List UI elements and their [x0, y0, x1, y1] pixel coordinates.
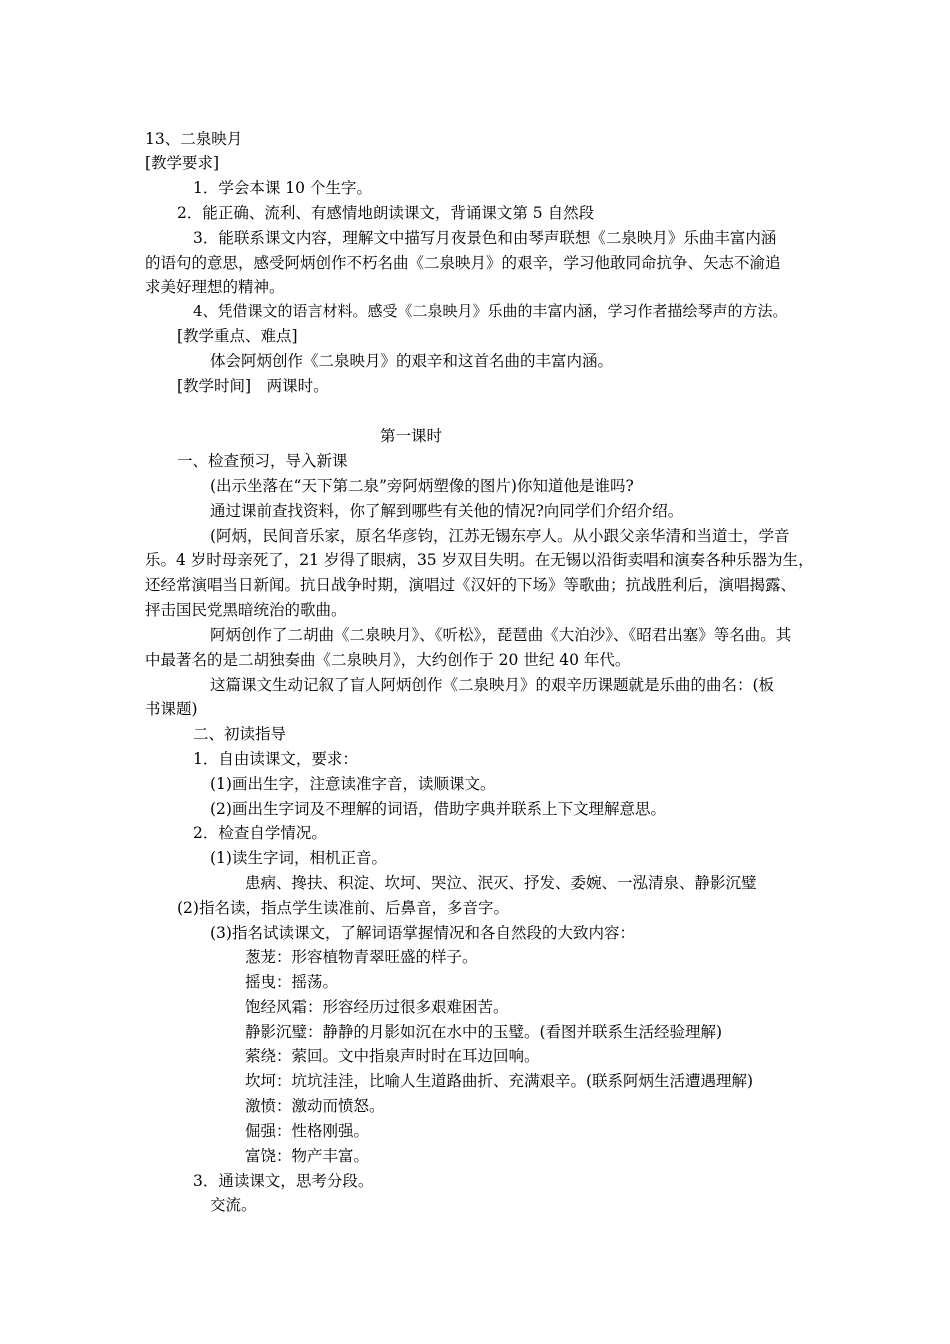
definition: 葱茏：形容植物青翠旺盛的样子。 — [245, 948, 478, 966]
requirement-2: 2．能正确、流利、有感情地朗读课文，背诵课文第 5 自然段 — [177, 204, 595, 222]
paragraph: 还经常演唱当日新闻。抗日战争时期，演唱过《汉奸的下场》等歌曲；抗战胜利后，演唱揭露、 — [145, 576, 797, 594]
step-2-heading: 二、初读指导 — [193, 725, 287, 743]
list-item: 3．通读课文，思考分段。 — [193, 1172, 374, 1190]
requirement-1: 1．学会本课 10 个生字。 — [193, 179, 372, 197]
list-item: 2．检查自学情况。 — [193, 824, 327, 842]
section-heading-focus: [教学重点、难点] — [177, 327, 298, 345]
lesson-part-heading: 第一课时 — [380, 427, 443, 445]
paragraph: 书课题) — [145, 700, 198, 718]
step-1-heading: 一、检查预习，导入新课 — [177, 452, 348, 470]
definition: 激愤：激动而愤怒。 — [245, 1097, 385, 1115]
paragraph: 交流。 — [210, 1196, 257, 1214]
list-item: (2)指名读，指点学生读准前、后鼻音，多音字。 — [177, 899, 509, 917]
requirement-3-line-1: 3．能联系课文内容，理解文中描写月夜景色和由琴声联想《二泉映月》乐曲丰富内涵 — [193, 229, 777, 247]
definition: 饱经风霜：形容经历过很多艰难困苦。 — [245, 998, 509, 1016]
paragraph: 这篇课文生动记叙了盲人阿炳创作《二泉映月》的艰辛历课题就是乐曲的曲名：(板 — [210, 676, 775, 694]
section-heading-time: [教学时间] 两课时。 — [177, 377, 329, 395]
paragraph: (出示坐落在“天下第二泉”旁阿炳塑像的图片)你知道他是谁吗? — [210, 477, 634, 495]
requirement-3-line-2: 的语句的意思，感受阿炳创作不朽名曲《二泉映月》的艰辛，学习他敢同命抗争、矢志不渝追 — [145, 254, 781, 272]
paragraph: (阿炳，民间音乐家，原名华彦钧，江苏无锡东亭人。从小跟父亲华清和当道士，学音 — [210, 527, 790, 545]
lesson-title: 13、二泉映月 — [145, 130, 243, 148]
list-item: 1．自由读课文，要求： — [193, 750, 358, 768]
definition: 静影沉璧：静静的月影如沉在水中的玉璧。(看图并联系生活经验理解) — [245, 1023, 723, 1041]
list-item: (1)读生字词，相机正音。 — [210, 849, 387, 867]
list-item: (2)画出生字词及不理解的词语，借助字典并联系上下文理解意思。 — [210, 800, 666, 818]
list-item: (1)画出生字，注意读准字音，读顺课文。 — [210, 775, 496, 793]
definition: 富饶：物产丰富。 — [245, 1147, 370, 1165]
focus-text: 体会阿炳创作《二泉映月》的艰辛和这首名曲的丰富内涵。 — [210, 352, 614, 370]
paragraph: 抨击国民党黑暗统治的歌曲。 — [145, 601, 347, 619]
paragraph: 乐。4 岁时母亲死了，21 岁得了眼病，35 岁双目失明。在无锡以沿街卖唱和演奏各种乐器为生， — [145, 551, 814, 569]
requirement-4: 4、凭借课文的语言材料。感受《二泉映月》乐曲的丰富内涵，学习作者描绘琴声的方法。 — [193, 302, 788, 320]
definition: 萦绕：萦回。文中指泉声时时在耳边回响。 — [245, 1047, 540, 1065]
paragraph: 通过课前查找资料，你了解到哪些有关他的情况?向同学们介绍介绍。 — [210, 502, 684, 520]
section-heading-requirements: [教学要求] — [145, 154, 220, 172]
requirement-3-line-3: 求美好理想的精神。 — [145, 278, 285, 296]
paragraph: 中最著名的是二胡独奏曲《二泉映月》，大约创作于 20 世纪 40 年代。 — [145, 651, 631, 669]
list-item: (3)指名试读课文，了解词语掌握情况和各自然段的大致内容： — [210, 924, 635, 942]
definition: 坎坷：坑坑洼洼，比喻人生道路曲折、充满艰辛。(联系阿炳生活遭遇理解) — [245, 1072, 754, 1090]
definition: 倔强：性格刚强。 — [245, 1122, 370, 1140]
paragraph: 阿炳创作了二胡曲《二泉映月》、《听松》，琵琶曲《大泊沙》、《昭君出塞》等名曲。其 — [210, 626, 792, 644]
vocabulary-list: 患病、搀扶、积淀、坎坷、哭泣、泯灭、抒发、委婉、一泓清泉、静影沉璧 — [245, 874, 757, 892]
definition: 摇曳：摇荡。 — [245, 973, 339, 991]
